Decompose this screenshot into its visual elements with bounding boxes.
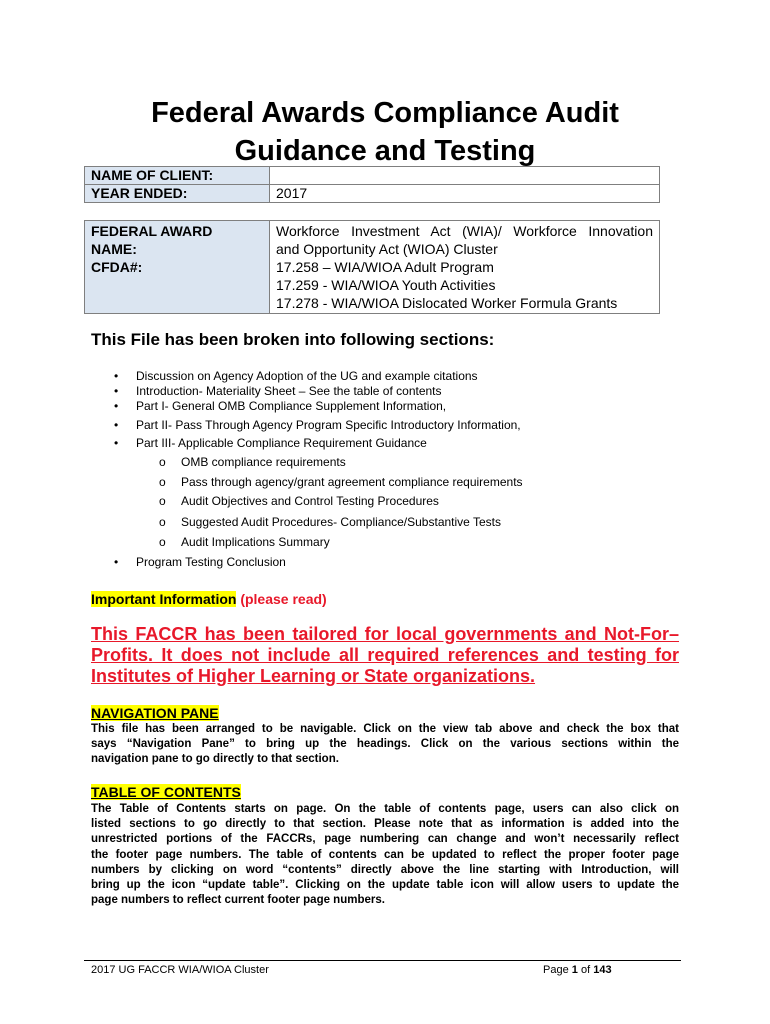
- table-of-contents-text: [91, 802, 679, 908]
- list-item-text: Discussion on Agency Adoption of the UG and example citations: [136, 369, 478, 383]
- toc-line-7: page numbers to reflect current footer page numbers.: [91, 894, 385, 907]
- sub-list-item: [159, 535, 330, 549]
- sub-list-item-text: Suggested Audit Procedures- Compliance/Substantive Tests: [181, 515, 501, 529]
- sub-list-item-text: OMB compliance requirements: [181, 455, 346, 469]
- award-name-label-2: NAME:: [91, 241, 137, 257]
- circle-bullet-icon: o: [159, 475, 166, 489]
- bullet-icon: •: [114, 384, 119, 398]
- tailored-line-2: Profits. It does not include all required references and testing for: [91, 645, 679, 665]
- navigation-pane-text: [91, 722, 679, 768]
- sub-list-item: [159, 515, 501, 529]
- toc-line-4: the footer page numbers. The table of contents can be updated to reflect the proper footer page: [91, 848, 679, 861]
- footer-current-page: 1: [571, 964, 578, 976]
- cfda-line-2: 17.259 - WIA/WIOA Youth Activities: [276, 277, 496, 293]
- document-title: [90, 94, 680, 170]
- navigation-line-1: This file has been arranged to be navigable. Click on the view tab above and check the box that: [91, 723, 679, 735]
- navigation-line-2: says “Navigation Pane” to bring up the headings. Click on the various sections within the: [91, 738, 679, 751]
- client-name-row: [85, 167, 660, 185]
- list-item-text: Part III- Applicable Compliance Requirement Guidance: [136, 436, 427, 450]
- list-item: [114, 384, 442, 398]
- footer-of-word: of: [580, 964, 591, 976]
- year-ended-value: 2017: [270, 185, 660, 203]
- table-of-contents-heading-text: TABLE OF CONTENTS: [91, 784, 241, 800]
- tailored-line-3: Institutes of Higher Learning or State organizations.: [91, 666, 536, 686]
- important-note: (please read): [240, 591, 327, 607]
- year-ended-label: YEAR ENDED:: [85, 185, 270, 203]
- toc-line-3: unrestricted portions of the FACCRs, page numbering can change and won’t necessarily reflect: [91, 833, 679, 846]
- navigation-pane-heading-text: NAVIGATION PANE: [91, 705, 219, 721]
- list-item-text: Part II- Pass Through Agency Program Specific Introductory Information,: [136, 418, 521, 432]
- sections-heading: This File has been broken into following sections:: [91, 330, 495, 349]
- bullet-icon: •: [114, 555, 119, 569]
- tailored-notice: [91, 624, 679, 687]
- tailored-line-1: This FACCR has been tailored for local governments and Not-For–: [91, 624, 679, 644]
- sub-list-item: [159, 475, 523, 489]
- sub-list-item: [159, 494, 439, 508]
- footer-divider: [84, 960, 681, 961]
- award-name-label-1: FEDERAL AWARD: [91, 223, 213, 239]
- list-item-text: Program Testing Conclusion: [136, 555, 286, 569]
- cfda-line-1: 17.258 – WIA/WIOA Adult Program: [276, 259, 494, 275]
- footer-page-number: [543, 964, 612, 976]
- client-name-label: NAME OF CLIENT:: [85, 167, 270, 185]
- toc-line-1: The Table of Contents starts on page. On the table of contents page, users can also click on: [91, 803, 679, 815]
- bullet-icon: •: [114, 418, 119, 432]
- year-ended-row: [85, 185, 660, 203]
- important-label: Important Information: [91, 591, 237, 607]
- list-item: [114, 369, 478, 383]
- award-labels: [85, 221, 270, 314]
- client-name-value: [270, 167, 660, 185]
- list-item: [114, 436, 427, 450]
- circle-bullet-icon: o: [159, 515, 166, 529]
- federal-award-table: [84, 220, 660, 314]
- list-item-text: Part I- General OMB Compliance Supplement Information,: [136, 399, 447, 413]
- list-item: [114, 418, 521, 432]
- toc-line-5: numbers by clicking on word “contents” directly above the line starting with Introduction, will: [91, 863, 679, 876]
- list-item: [114, 555, 286, 569]
- circle-bullet-icon: o: [159, 535, 166, 549]
- client-info-table: [84, 166, 660, 203]
- bullet-icon: •: [114, 399, 119, 413]
- circle-bullet-icon: o: [159, 494, 166, 508]
- cfda-line-3: 17.278 - WIA/WIOA Dislocated Worker Formula Grants: [276, 295, 618, 311]
- award-row: [85, 221, 660, 314]
- award-name-line-1: Workforce Investment Act (WIA)/ Workforce Innovation: [276, 223, 653, 239]
- navigation-line-3: navigation pane to go directly to that section.: [91, 753, 339, 766]
- toc-line-6: bring up the icon “update table”. Clicking on the update table icon will allow users to update the: [91, 879, 679, 892]
- navigation-pane-heading: [91, 705, 219, 721]
- table-of-contents-heading: [91, 784, 241, 800]
- title-line-1: Federal Awards Compliance Audit: [151, 97, 619, 129]
- sub-list-item-text: Pass through agency/grant agreement compliance requirements: [181, 475, 523, 489]
- sub-list-item-text: Audit Implications Summary: [181, 535, 330, 549]
- footer-document-name: 2017 UG FACCR WIA/WIOA Cluster: [91, 964, 269, 976]
- sub-list-item: [159, 455, 346, 469]
- toc-line-2: listed sections to go directly to that section. Please note that as information is added into the: [91, 818, 679, 831]
- footer-page-word: Page: [543, 964, 569, 976]
- bullet-icon: •: [114, 369, 119, 383]
- cfda-label: CFDA#:: [91, 259, 143, 275]
- footer-total-pages: 143: [593, 964, 612, 976]
- title-line-2: Guidance and Testing: [234, 135, 536, 167]
- bullet-icon: •: [114, 436, 119, 450]
- list-item-text: Introduction- Materiality Sheet – See the table of contents: [136, 384, 442, 398]
- circle-bullet-icon: o: [159, 455, 166, 469]
- award-values: [270, 221, 660, 314]
- list-item: [114, 399, 447, 413]
- award-name-line-2: and Opportunity Act (WIOA) Cluster: [276, 241, 498, 257]
- sub-list-item-text: Audit Objectives and Control Testing Procedures: [181, 494, 439, 508]
- important-information: [91, 591, 327, 607]
